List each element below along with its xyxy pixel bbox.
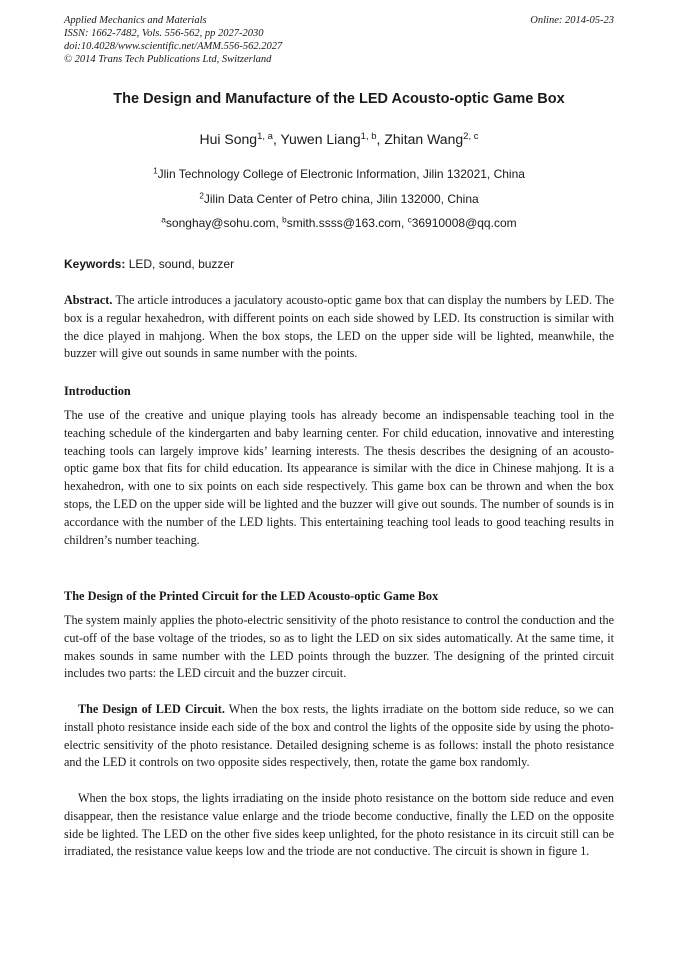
affil-mark: 2: [199, 191, 204, 201]
keywords-line: [64, 257, 234, 271]
section-heading: The Design of the Printed Circuit for the LED Acousto-optic Game Box: [64, 589, 439, 603]
intro-paragraph: The use of the creative and unique playing tools has already become an indispensable teaching tool in the teaching schedule of the kindergarten and baby learning center. For child education, innovative and interesting teaching tools can largely improve kids’ learning interests. The thesis describes the designing of an acousto-optic game box that fits for child education. Its appearance is similar with the dice in Chinese mahjong. It is a hexahedron, with one to six points on each side respectively. This game box can be thrown and when the box stops, the LED on the upper side will be lighted and the buzzer will give out sounds. The number of sounds is in accordance with the number of the LED lights. This entertaining teaching tool leads to good teaching results in children’s number teaching.: [64, 408, 614, 547]
email-mark: b: [282, 215, 287, 225]
author-affil-mark: 1, b: [360, 130, 377, 142]
keywords-text: LED, sound, buzzer: [128, 257, 235, 271]
journal-name: Applied Mechanics and Materials: [64, 15, 207, 26]
copyright-line: © 2014 Trans Tech Publications Ltd, Switzerland: [64, 54, 272, 65]
section-paragraph-3: When the box stops, the lights irradiating on the inside photo resistance on the bottom side reduce and even disappear, then the resistance value enlarge and the triode become conductive, finally the LED on the opposite side be lighted. The LED on the other five sides keep unlighted, for the photo resistance in its circuit still can be irradiated, the resistance value keeps low and the triode are not conductive. The circuit is shown in figure 1.: [64, 791, 614, 859]
email-address: 36910008@qq.com: [411, 216, 517, 230]
author-affil-mark: 1, a: [257, 130, 273, 142]
email-mark: c: [407, 215, 412, 225]
affil-text: Jilin Data Center of Petro china, Jilin 132000, China: [203, 192, 479, 206]
email-line: $^a$songhay@sohu.com, $^b$smith.ssss@163.com, $^c$36910008@qq.com: [161, 215, 517, 230]
online-date: Online: 2014-05-23: [530, 15, 614, 26]
keywords-label: Keywords:: [64, 257, 126, 271]
author-name: Zhitan Wang: [384, 131, 464, 147]
abstract-text: The article introduces a jaculatory acousto-optic game box that can display the numbers by LED. The box is a regular hexahedron, with different points on each side showed by LED. Its construction is similar with the dice played in mahjong. When the box stops, the LED on the upper side will be lighted, meanwhile, the buzzer will give out sounds in same number with the points.: [64, 293, 614, 361]
affiliation-2: [0, 192, 678, 206]
author-name: Hui Song: [199, 131, 258, 147]
author-list: Hui Song$^{1, a}$, Yuwen Liang$^{1, b}$, Zhitan Wang$^{2, c}$: [199, 130, 479, 147]
intro-heading: Introduction: [64, 384, 131, 398]
issn-line: ISSN: 1662-7482, Vols. 556-562, pp 2027-2030: [64, 28, 264, 39]
email-address: smith.ssss@163.com: [286, 216, 401, 230]
affil-mark: 1: [153, 166, 158, 176]
paper-title: The Design and Manufacture of the LED Acousto-optic Game Box: [113, 91, 565, 107]
section-paragraph-2: [64, 701, 614, 772]
abstract-label: Abstract.: [64, 293, 113, 307]
abstract-paragraph: [64, 292, 614, 363]
section-paragraph-1: The system mainly applies the photo-electric sensitivity of the photo resistance to control the conduction and the cut-off of the base voltage of the triodes, so as to light the LED on six sides automatically. At the same time, it makes sounds in same number with the LED points through the buzzer. The designing of the printed circuit includes two parts: the LED circuit and the buzzer circuit.: [64, 613, 614, 681]
author-affil-mark: 2, c: [463, 130, 479, 142]
subsection-text: When the box rests, the lights irradiate on the bottom side reduce, so we can install photo resistance inside each side of the box and control the lights of the opposite side by using the photo-electric sensitivity of the photo resistance. Detailed designing scheme is as follows: install the photo resistance and the LED it controls on two opposite sides respectively, then, rotate the game box randomly.: [64, 702, 614, 770]
affiliation-1: [0, 167, 678, 181]
affil-text: Jlin Technology College of Electronic Information, Jilin 132021, China: [157, 167, 525, 181]
journal-header: [64, 14, 614, 66]
doi-line: doi:10.4028/www.scientific.net/AMM.556-562.2027: [64, 41, 283, 52]
author-name: Yuwen Liang: [280, 131, 361, 147]
email-address: songhay@sohu.com: [165, 216, 276, 230]
subsection-label: The Design of LED Circuit.: [78, 702, 225, 716]
email-mark: a: [161, 215, 166, 225]
